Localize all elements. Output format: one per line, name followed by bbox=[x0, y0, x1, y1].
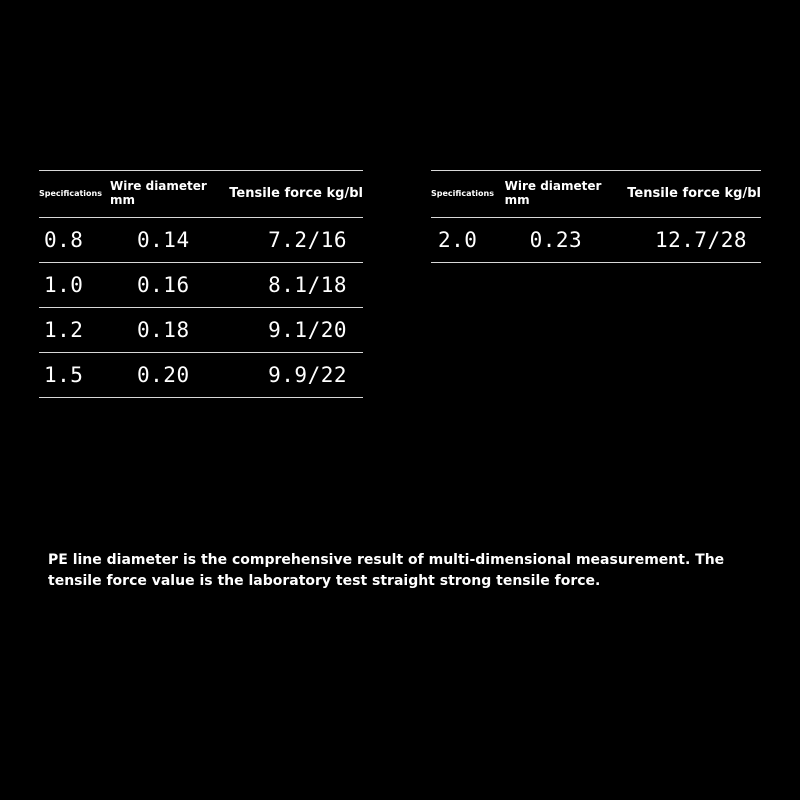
cell-tensile: 8.1/18 bbox=[229, 263, 363, 308]
table-header bbox=[39, 171, 363, 218]
cell-diameter: 0.20 bbox=[110, 353, 229, 398]
cell-diameter: 0.23 bbox=[505, 218, 628, 263]
header-tensile-force: Tensile force kg/bl bbox=[627, 185, 761, 201]
cell-tensile: 12.7/28 bbox=[627, 218, 761, 263]
table-row bbox=[39, 353, 363, 398]
cell-spec: 1.2 bbox=[39, 308, 110, 353]
cell-diameter: 0.16 bbox=[110, 263, 229, 308]
cell-tensile: 9.9/22 bbox=[229, 353, 363, 398]
cell-tensile: 9.1/20 bbox=[229, 308, 363, 353]
cell-spec: 1.5 bbox=[39, 353, 110, 398]
spec-table-left bbox=[39, 170, 363, 398]
header-specifications: Specifications bbox=[39, 189, 102, 199]
table-row bbox=[39, 218, 363, 263]
note-line-1: PE line diameter is the comprehensive result of multi-dimensional measurement. The bbox=[48, 552, 725, 568]
header-wire-diameter bbox=[505, 171, 628, 218]
header-wire-diameter-unit: mm bbox=[110, 193, 136, 207]
cell-tensile: 7.2/16 bbox=[229, 218, 363, 263]
header-wire-diameter bbox=[110, 171, 229, 218]
cell-diameter: 0.14 bbox=[110, 218, 229, 263]
table-row bbox=[39, 308, 363, 353]
cell-spec: 0.8 bbox=[39, 218, 110, 263]
measurement-note bbox=[48, 550, 768, 592]
header-wire-diameter-line1: Wire diameter bbox=[504, 179, 602, 194]
table-header bbox=[431, 171, 761, 218]
cell-spec: 2.0 bbox=[431, 218, 505, 263]
table-row bbox=[431, 218, 761, 263]
cell-spec: 1.0 bbox=[39, 263, 110, 308]
header-wire-diameter-unit: mm bbox=[504, 193, 530, 207]
header-tensile-force: Tensile force kg/bl bbox=[229, 185, 363, 201]
header-specifications: Specifications bbox=[431, 189, 494, 199]
header-wire-diameter-line1: Wire diameter bbox=[110, 179, 207, 194]
table-row bbox=[39, 263, 363, 308]
spec-table-right bbox=[431, 170, 761, 263]
note-line-2: tensile force value is the laboratory test straight strong tensile force. bbox=[48, 573, 601, 589]
cell-diameter: 0.18 bbox=[110, 308, 229, 353]
